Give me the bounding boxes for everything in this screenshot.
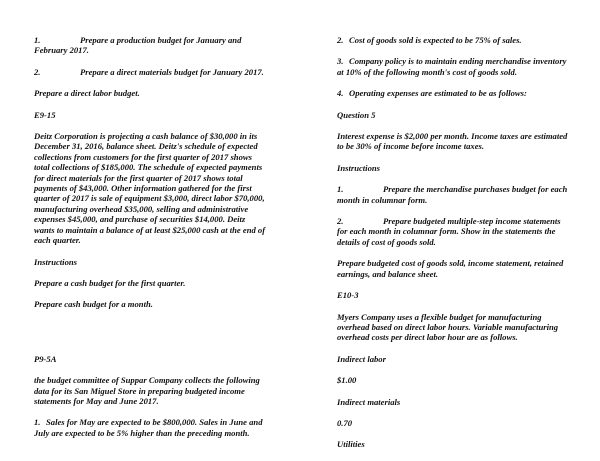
- cost-label: Indirect labor: [337, 353, 386, 364]
- paragraph: the budget committee of Suppar Company collects the following data for its San Miguel Store in preparing budgeted income statements for May and June 2017.: [34, 375, 260, 406]
- spacer: [34, 321, 266, 354]
- numbered-item: [34, 417, 266, 438]
- item-number: 2.: [337, 35, 344, 45]
- numbered-item: [337, 88, 569, 98]
- numbered-item: [337, 216, 569, 247]
- item-text: Company policy is to maintain ending merchandise inventory at 10% of the following month's cost of goods sold.: [337, 56, 567, 77]
- paragraph: Interest expense is $2,000 per month. Income taxes are estimated to be 30% of income before income taxes.: [337, 131, 568, 152]
- item-number: 3.: [337, 56, 344, 67]
- cost-value: $1.00: [337, 375, 357, 386]
- item-number: 1.: [34, 417, 41, 428]
- numbered-item: [337, 35, 569, 45]
- item-number: 2.: [337, 216, 344, 227]
- item-number: 1.: [34, 35, 41, 45]
- cost-label: Indirect materials: [337, 396, 401, 407]
- paragraph: Prepare a direct labor budget.: [34, 88, 140, 99]
- problem-heading: P9-5A: [34, 353, 57, 364]
- item-text: Prepare a production budget for January and February 2017.: [34, 35, 242, 56]
- right-column: [337, 35, 569, 461]
- numbered-item: [34, 67, 266, 77]
- paragraph: Myers Company uses a flexible budget for manufacturing overhead based on direct labor hours. Variable manufacturing overhead costs per direct labor hour are as follows.: [337, 311, 559, 343]
- item-number: 4.: [337, 88, 344, 99]
- item-text: Sales for May are expected to be $800,000. Sales in June and July are expected to be 5% higher than the preceding month.: [34, 417, 263, 438]
- instructions-heading: Instructions: [34, 256, 77, 267]
- left-column: [34, 35, 266, 449]
- paragraph: Prepare a cash budget for the first quarter.: [34, 277, 186, 288]
- exercise-heading: E10-3: [337, 290, 359, 301]
- item-number: 1.: [337, 184, 344, 195]
- item-text: Prepare a direct materials budget for January 2017.: [80, 66, 264, 77]
- numbered-item: [34, 35, 266, 56]
- paragraph: Prepare budgeted cost of goods sold, income statement, retained earnings, and balance sheet.: [337, 258, 564, 279]
- item-text: Operating expenses are estimated to be as follows:: [349, 88, 527, 99]
- exercise-heading: E9-15: [34, 109, 56, 120]
- cost-label: Utilities: [337, 439, 365, 450]
- item-text: Cost of goods sold is expected to be 75% of sales.: [349, 35, 522, 45]
- paragraph: Prepare cash budget for a month.: [34, 299, 153, 310]
- item-text: Prepare the merchandise purchases budget for each month in columnar form.: [337, 184, 568, 205]
- numbered-item: [337, 56, 569, 77]
- question-heading: Question 5: [337, 109, 376, 120]
- cost-value: 0.70: [337, 417, 353, 428]
- item-number: 2.: [34, 66, 41, 77]
- instructions-heading: Instructions: [337, 162, 380, 173]
- numbered-item: [337, 184, 569, 205]
- paragraph: Deitz Corporation is projecting a cash balance of $30,000 in its December 31, 2016, balance sheet. Deitz's schedule of expected collections from customers for the first quarter of 2017 shows total collections of $185,000. The schedule of expected payments for direct materials for the first quarter of 2017 shows total payments of $43,000. Other information gathered for the first quarter of 2017 is sale of equipment $3,000, direct labor $70,000, manufacturing overhead $35,000, selling and administrative expenses $45,000, and purchase of securities $14,000. Deitz wants to maintain a balance of at least $25,000 cash at the end of each quarter.: [34, 131, 266, 246]
- item-text: Prepare budgeted multiple-step income statements for each month in columnar form. Show in the statements the details of cost of goods sold.: [337, 216, 561, 247]
